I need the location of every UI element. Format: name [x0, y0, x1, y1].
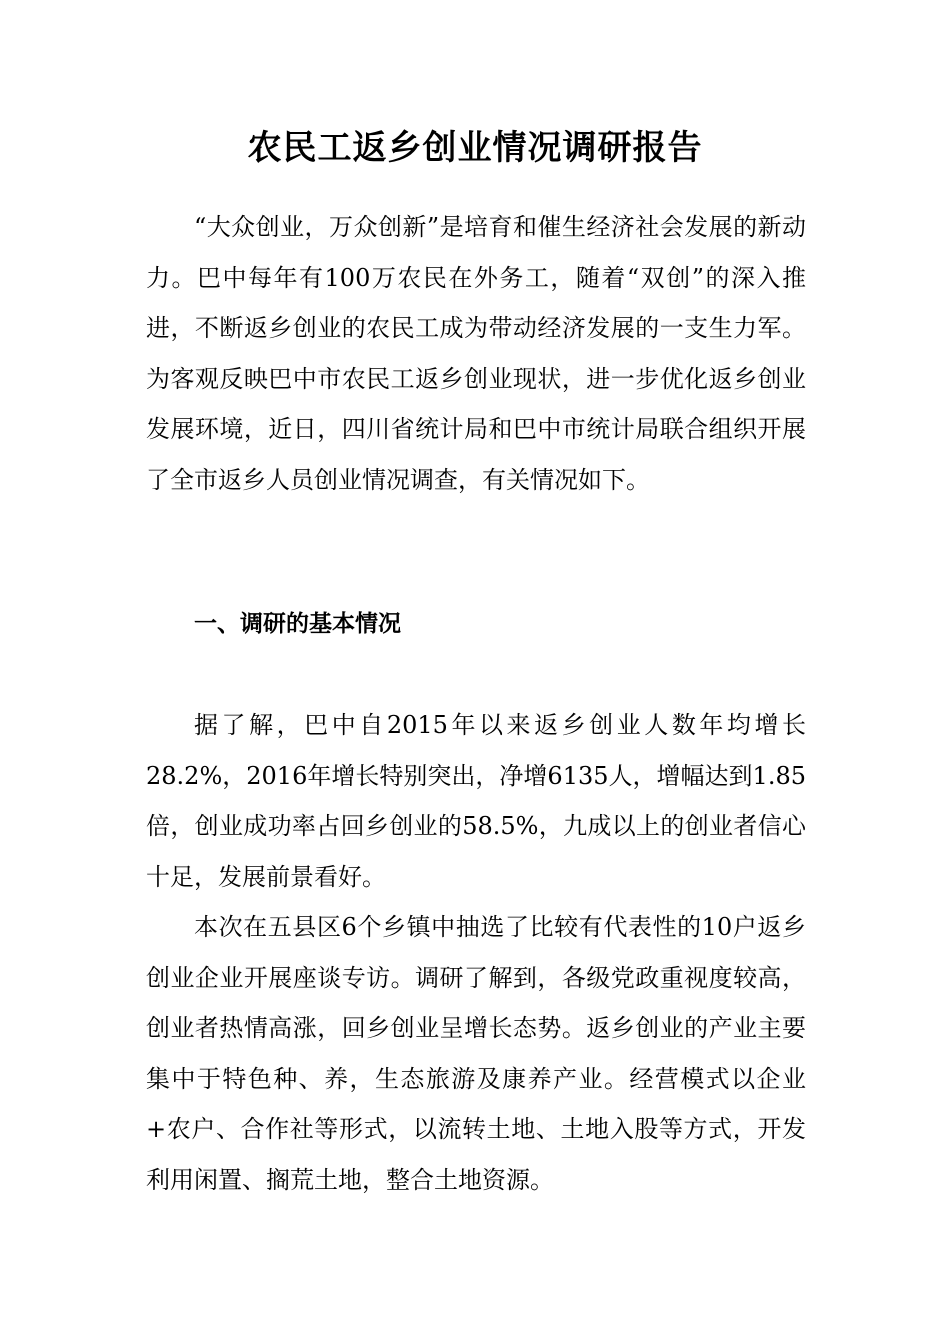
- body-paragraph: 据了解，巴中自2015年以来返乡创业人数年均增长28.2%，2016年增长特别突出，净增6135人，增幅达到1.85倍，创业成功率占回乡创业的58.5%，九成以上的创业者信心十足，发展前景看好。: [146, 711, 806, 891]
- document-title: 农民工返乡创业情况调研报告: [247, 128, 703, 168]
- body-paragraph: 本次在五县区6个乡镇中抽选了比较有代表性的10户返乡创业企业开展座谈专访。调研了解到，各级党政重视度较高，创业者热情高涨，回乡创业呈增长态势。返乡创业的产业主要集中于特色种、养，生态旅游及康养产业。经营模式以企业+农户、合作社等形式，以流转土地、土地入股等方式，开发利用闲置、搁荒土地，整合土地资源。: [146, 913, 806, 1194]
- section-heading: 一、调研的基本情况: [194, 611, 401, 637]
- intro-paragraph: “大众创业，万众创新”是培育和催生经济社会发展的新动力。巴中每年有100万农民在外务工，随着“双创”的深入推进，不断返乡创业的农民工成为带动经济发展的一支生力军。为客观反映巴中市农民工返乡创业现状，进一步优化返乡创业发展环境，近日，四川省统计局和巴中市统计局联合组织开展了全市返乡人员创业情况调查，有关情况如下。: [146, 213, 806, 494]
